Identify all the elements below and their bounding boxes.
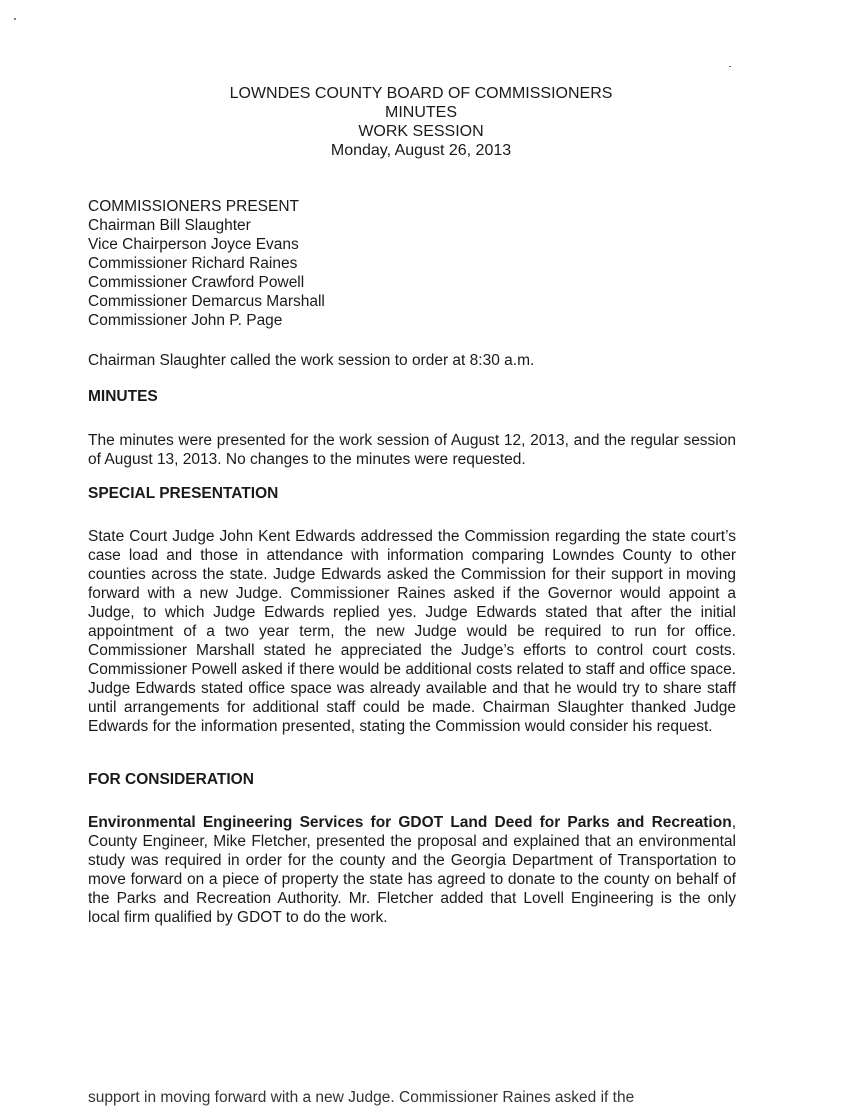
member-item: Chairman Bill Slaughter <box>88 217 251 234</box>
special-presentation-paragraph: State Court Judge John Kent Edwards addressed the Commission regarding the state court’s case load and those in attendance with information comparing Lowndes County to other counties across the state. Judge Edwards asked the Commission for their support in moving forward with a new Judge. Commissioner Raines asked if the Governor would appoint a Judge, to which Judge Edwards replied yes. Judge Edwards stated that after the initial appointment of a two year term, the new Judge would be required to run for office. Commissioner Marshall stated he appreciated the Judge’s efforts to control court costs. Commissioner Powell asked if there would be additional costs related to staff and office space. Judge Edwards stated office space was already available and that he would try to share staff until arrangements for additional staff could be made. Chairman Slaughter thanked Judge Edwards for the information presented, stating the Commission would consider his request. <box>88 528 736 735</box>
member-item: Commissioner John P. Page <box>88 312 283 329</box>
session-date: Monday, August 26, 2013 <box>330 142 512 159</box>
org-title: LOWNDES COUNTY BOARD OF COMMISSIONERS <box>229 85 613 102</box>
item-title: Environmental Engineering Services for GDOT Land Deed for Parks and Recreation <box>88 814 732 831</box>
present-title: COMMISSIONERS PRESENT <box>88 198 299 215</box>
call-to-order: Chairman Slaughter called the work session to order at 8:30 a.m. <box>88 352 535 369</box>
for-consideration-paragraph <box>88 813 736 927</box>
member-item: Commissioner Crawford Powell <box>88 274 305 291</box>
special-presentation-heading: SPECIAL PRESENTATION <box>88 485 279 502</box>
session-type: WORK SESSION <box>358 123 484 140</box>
commissioners-present <box>88 197 736 330</box>
document-header <box>0 84 842 160</box>
minutes-paragraph: The minutes were presented for the work session of August 12, 2013, and the regular session of August 13, 2013. No changes to the minutes were requested. <box>88 432 736 468</box>
member-item: Commissioner Demarcus Marshall <box>88 293 325 310</box>
member-item: Vice Chairperson Joyce Evans <box>88 236 299 253</box>
doc-type: MINUTES <box>385 104 457 121</box>
scan-speck <box>729 66 731 67</box>
scan-speck <box>14 18 16 20</box>
cutoff-text-line: support in moving forward with a new Judge. Commissioner Raines asked if the <box>88 1089 635 1106</box>
item-description: , County Engineer, Mike Fletcher, presented the proposal and explained that an environmental study was required in order for the county and the Georgia Department of Transportation to move forward on a piece of property the state has agreed to donate to the county on behalf of the Parks and Recreation Authority. Mr. Fletcher added that Lovell Engineering is the only local firm qualified by GDOT to do the work. <box>88 814 736 926</box>
member-item: Commissioner Richard Raines <box>88 255 298 272</box>
minutes-heading: MINUTES <box>88 388 158 405</box>
for-consideration-heading: FOR CONSIDERATION <box>88 771 254 788</box>
